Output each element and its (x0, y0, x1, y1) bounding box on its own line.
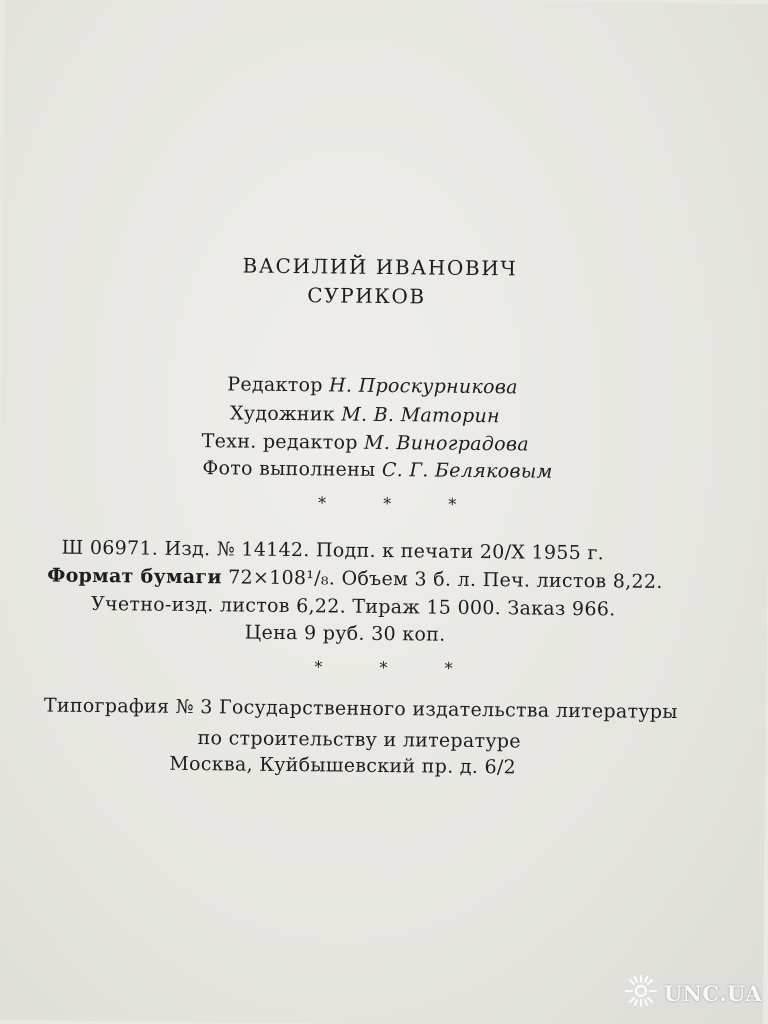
credit-name: С. Г. Беляковым (381, 458, 553, 483)
credit-role: Техн. редактор (201, 430, 358, 454)
credit-tech-editor (202, 430, 529, 455)
imprint-line-1: Ш 06971. Изд. № 14142. Подп. к печати 20/X 1955 г. (61, 536, 605, 565)
printer-line-1: Типография № 3 Государственного издательства литературы (43, 694, 678, 724)
credit-photo (202, 457, 552, 483)
sunburst-icon (624, 974, 658, 1012)
credit-role: Художник (229, 402, 336, 426)
credit-name: Н. Проскурникова (329, 374, 518, 399)
printer-line-3: Москва, Куйбышевский пр. д. 6/2 (169, 752, 517, 779)
separator-stars-bottom: * * * (314, 657, 479, 678)
credit-name: М. Виноградова (363, 431, 530, 456)
author-surname: СУРИКОВ (307, 283, 426, 309)
separator-stars-top: * * * (317, 493, 483, 515)
imprint-line-2 (47, 564, 663, 592)
watermark-logo (624, 974, 762, 1012)
credit-name: М. В. Маторин (341, 403, 501, 428)
credit-artist (230, 402, 500, 427)
watermark-text: UNC.UA (663, 980, 762, 1006)
author-first-names: ВАСИЛИЙ ИВАНОВИЧ (242, 253, 518, 281)
imprint-price: Цена 9 руб. 30 коп. (244, 621, 446, 646)
imprint-line-3: Учетно-изд. листов 6,22. Тираж 15 000. Заказ 966. (90, 592, 616, 621)
credit-editor (227, 373, 518, 398)
credit-role: Редактор (227, 373, 323, 397)
format-value: 72×108¹/₈. Объем 3 б. л. Печ. листов 8,22. (228, 566, 663, 593)
format-label: Формат бумаги (47, 564, 222, 589)
printer-line-2: по строительству и литературе (197, 727, 522, 753)
credit-role: Фото выполнены (202, 457, 376, 481)
